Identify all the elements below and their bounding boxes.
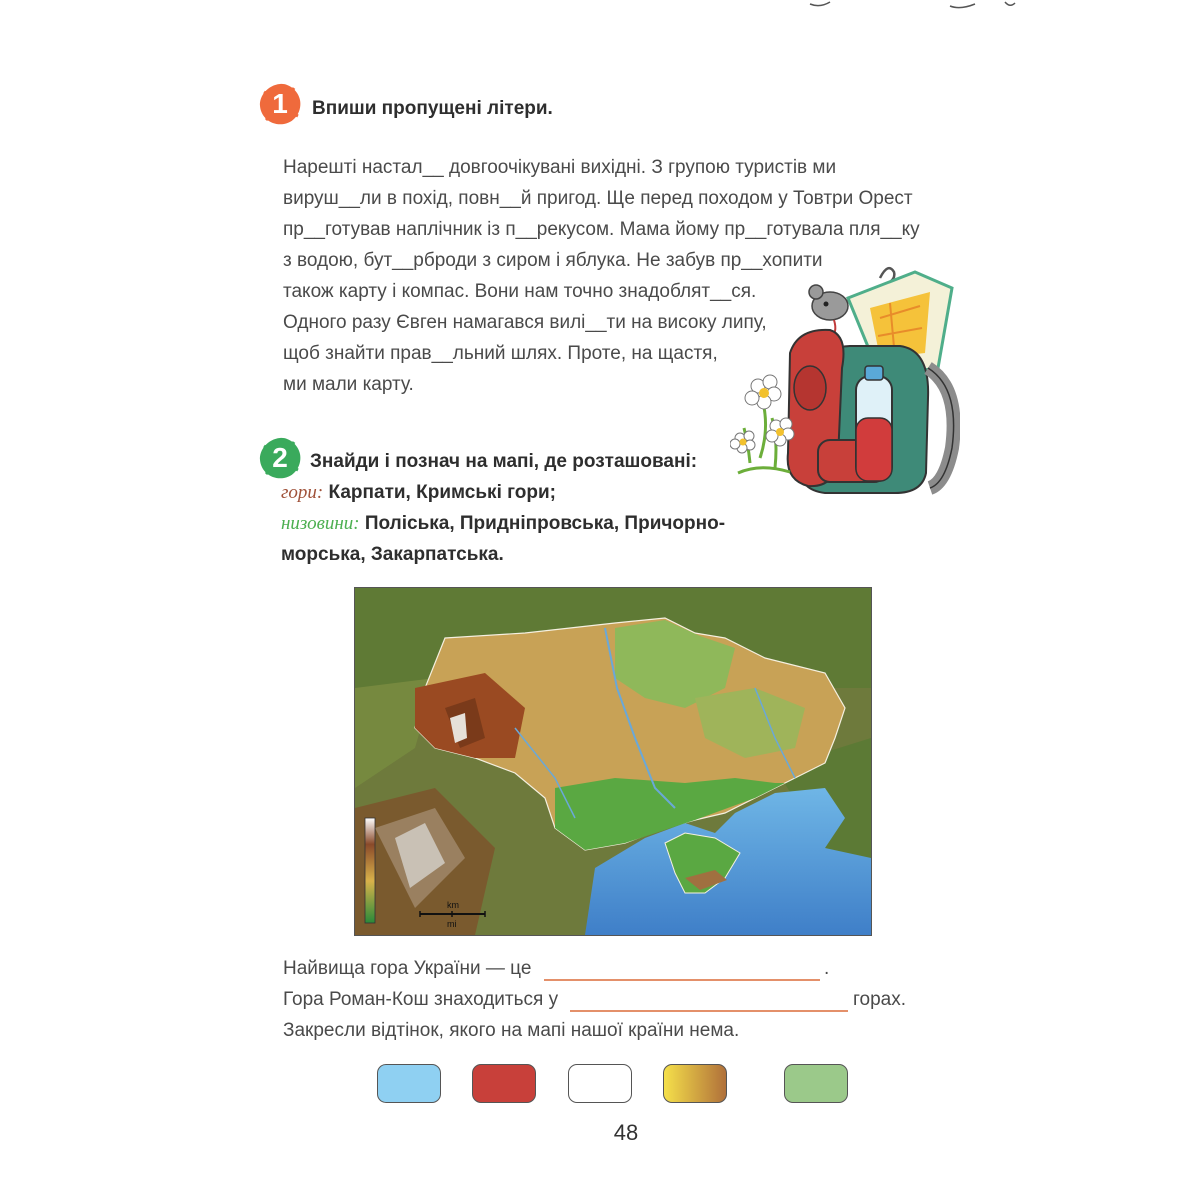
task-1-title: Впиши пропущені літери. bbox=[312, 98, 553, 119]
lowlands-value-line2: морська, Закарпатська. bbox=[281, 544, 504, 565]
paragraph-line: ми мали карту. bbox=[283, 374, 414, 395]
mountains-value: Карпати, Кримські гори; bbox=[328, 482, 557, 503]
question-2-end: горах. bbox=[853, 989, 906, 1010]
scale-mi-label: mi bbox=[447, 919, 457, 929]
task-2-badge bbox=[258, 436, 302, 480]
paragraph-line: Нарешті настал__ довгоочікувані вихідні. З групою туристів ми bbox=[283, 157, 837, 178]
task-1-number: 1 bbox=[272, 88, 288, 119]
task-2-lowlands-row-2 bbox=[281, 539, 504, 570]
question-2 bbox=[283, 989, 558, 1011]
header-fragment bbox=[800, 0, 1040, 14]
lowlands-value-line1: Поліська, Придніпровська, Причорно- bbox=[364, 513, 726, 534]
swatch-yellow-brown[interactable] bbox=[663, 1064, 727, 1103]
swatch-white[interactable] bbox=[568, 1064, 632, 1103]
lowlands-label: низовини: bbox=[281, 513, 360, 534]
relief-map[interactable] bbox=[354, 587, 872, 936]
task-2-mountains-row bbox=[281, 477, 556, 508]
swatch-light-blue[interactable] bbox=[377, 1064, 441, 1103]
paragraph-line: пр__готував наплічник із п__рекусом. Мама йому пр__готувала пля__ку bbox=[283, 219, 920, 240]
question-2-text: Гора Роман-Кош знаходиться у bbox=[283, 989, 559, 1010]
mountains-label: гори: bbox=[281, 482, 324, 503]
scale-km-label: km bbox=[447, 900, 459, 910]
backpack-illustration bbox=[730, 258, 960, 508]
paragraph-line: вируш__ли в похід, повн__й пригод. Ще перед походом у Товтри Орест bbox=[283, 188, 913, 209]
task-2-lowlands-row bbox=[281, 508, 725, 539]
answer-line-2[interactable] bbox=[570, 1010, 848, 1012]
question-3: Закресли відтінок, якого на мапі нашої країни нема. bbox=[283, 1020, 740, 1041]
question-1 bbox=[283, 958, 531, 980]
swatch-red[interactable] bbox=[472, 1064, 536, 1103]
swatch-light-green[interactable] bbox=[784, 1064, 848, 1103]
task-2-title: Знайди і познач на мапі, де розташовані: bbox=[310, 451, 698, 472]
task-2-number: 2 bbox=[272, 442, 288, 473]
task-1-badge bbox=[258, 82, 302, 126]
paragraph-line: щоб знайти прав__льний шлях. Проте, на щастя, bbox=[283, 343, 718, 364]
paragraph-line: Одного разу Євген намагався вилі__ти на високу липу, bbox=[283, 312, 767, 333]
paragraph-line: також карту і компас. Вони нам точно знадоблят__ся. bbox=[283, 281, 757, 302]
page-number: 48 bbox=[613, 1120, 639, 1145]
answer-line-1[interactable] bbox=[544, 979, 820, 981]
question-1-text: Найвища гора України — це bbox=[283, 958, 532, 979]
question-1-end: . bbox=[824, 958, 830, 979]
paragraph-line: з водою, бут__рброди з сиром і яблука. Не забув пр__хопити bbox=[283, 250, 823, 271]
relief-map-image bbox=[355, 588, 871, 935]
